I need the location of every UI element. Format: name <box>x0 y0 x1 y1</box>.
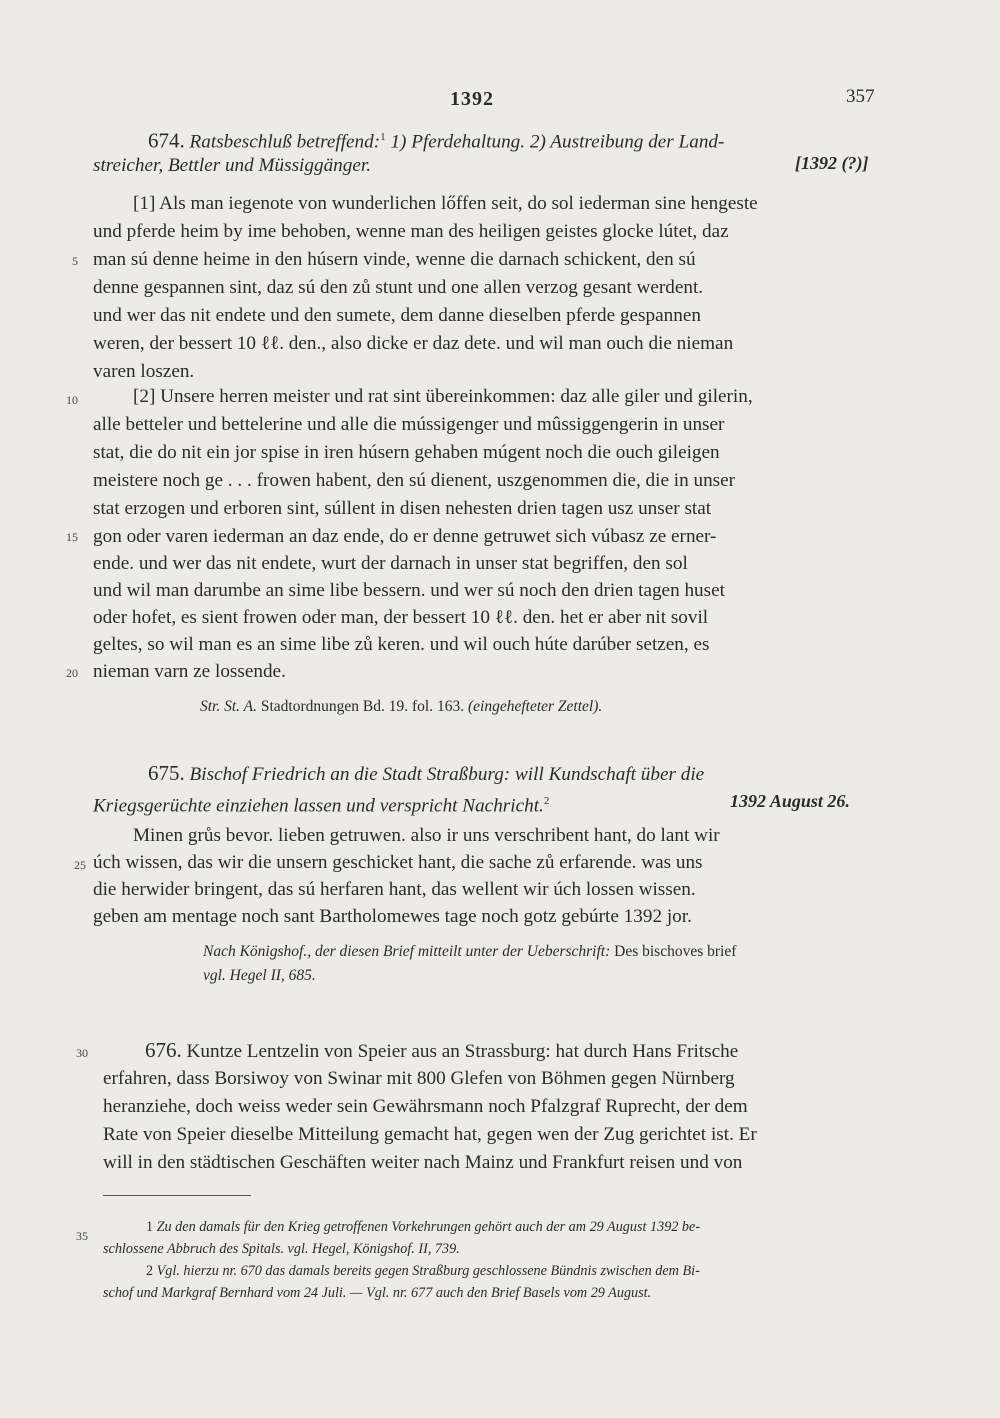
line-number: 25 <box>74 858 86 872</box>
footnote-text: Zu den damals für den Krieg getroffenen Vorkehrungen gehört auch der am 29 August 1392 be- <box>156 1219 701 1235</box>
text-line: varen loszen. <box>93 361 195 382</box>
text-line: stat erzogen und erboren sint, súllent in disen nehesten drien tagen usz unser stat <box>93 498 712 519</box>
entry-675-title-line-2 <box>93 788 549 819</box>
text-line: Rate von Speier dieselbe Mitteilung gemacht hat, gegen wen der Zug gerichtet ist. Er <box>103 1124 757 1145</box>
text-line: geben am mentage noch sant Bartholomewes tage noch gotz gebúrte 1392 jor. <box>93 906 692 927</box>
entry-676-line-1 <box>145 1037 738 1065</box>
text-line: erfahren, dass Borsiwoy von Swinar mit 800 Glefen von Böhmen gegen Nürnberg <box>103 1068 735 1089</box>
footnote-mark: 1 <box>146 1219 154 1235</box>
text-line: geltes, so wil man es an sime libe zů keren. und wil ouch húte darúber setzen, es <box>93 634 710 655</box>
entry-675-date: 1392 August 26. <box>730 791 850 811</box>
line-number: 20 <box>66 666 78 680</box>
source-note: (eingehefteter Zettel). <box>467 698 603 715</box>
line-number: 10 <box>66 393 78 407</box>
entry-title: Bischof Friedrich an die Stadt Straßburg: will Kundschaft über die <box>189 764 705 785</box>
footnote-divider <box>103 1195 251 1196</box>
source-quote: Des bischoves brief <box>614 943 737 960</box>
entry-number: 674. <box>148 128 185 153</box>
text-line: die herwider bringent, das sú herfaren hant, das wellent wir úch lossen wissen. <box>93 879 696 900</box>
entry-number: 676. <box>145 1038 182 1062</box>
line-number: 30 <box>76 1046 88 1060</box>
footnote-2-line-2: schof und Markgraf Bernhard vom 24 Juli. — Vgl. nr. 677 auch den Brief Basels vom 29 August. <box>103 1285 652 1301</box>
entry-title: Ratsbeschluß betreffend: <box>189 131 381 153</box>
text-line: man sú denne heime in den húsern vinde, wenne die darnach schickent, den sú <box>93 249 696 270</box>
text-line: ende. und wer das nit endete, wurt der darnach in unser stat begriffen, den sol <box>93 553 688 574</box>
source-reference: Stadtordnungen Bd. 19. fol. 163. <box>260 698 465 715</box>
text-line: stat, die do nit ein jor spise in iren húsern gehaben múgent noch die ouch gileigen <box>93 442 720 463</box>
text-line: úch wissen, das wir die unsern geschicket hant, die sache zů erfarende. was uns <box>93 852 703 873</box>
text-line: Minen grůs bevor. lieben getruwen. also ir uns verschribent hant, do lant wir <box>133 825 720 846</box>
entry-674-title-line-1 <box>148 124 724 155</box>
text-line: und wer das nit endete und den sumete, dem danne dieselben pferde gespannen <box>93 305 701 326</box>
text-line: Kuntze Lentzelin von Speier aus an Strassburg: hat durch Hans Fritsche <box>186 1041 739 1062</box>
entry-title-rest: Kriegsgerüchte einziehen lassen und verspricht Nachricht. <box>93 795 544 817</box>
entry-title-rest: 1) Pferdehaltung. 2) Austreibung der Land- <box>390 131 725 153</box>
text-line: und wil man darumbe an sime libe bessern. und wer sú noch den drien tagen huset <box>93 580 725 601</box>
text-line: weren, der bessert 10 ℓℓ. den., also dicke er daz dete. und wil man ouch die nieman <box>93 333 734 354</box>
text-line: [1] Als man iegenote von wunderlichen lőffen seit, do sol iederman sine hengeste <box>133 193 758 214</box>
text-line: will in den städtischen Geschäften weiter nach Mainz und Frankfurt reisen und von <box>103 1152 743 1173</box>
text-line: oder hofet, es sient frowen oder man, der bessert 10 ℓℓ. den. het er aber nit sovil <box>93 607 709 628</box>
entry-number: 675. <box>148 761 185 785</box>
running-header-year: 1392 <box>450 88 494 110</box>
footnote-mark: 2 <box>146 1263 154 1279</box>
page-number: 357 <box>846 86 875 107</box>
source-archive: Str. St. A. <box>200 698 257 715</box>
text-line: gon oder varen iederman an daz ende, do er denne getruwet sich vúbasz ze erner- <box>93 526 717 547</box>
text-line: und pferde heim by ime behoben, wenne man des heiligen geistes glocke lútet, daz <box>93 221 729 242</box>
footnote-2-line-1 <box>146 1263 700 1280</box>
footnote-1-line-1 <box>146 1219 700 1236</box>
footnote-ref: 1 <box>380 131 386 143</box>
line-number: 5 <box>72 254 78 268</box>
entry-674-date: [1392 (?)] <box>795 153 869 173</box>
line-number: 15 <box>66 530 78 544</box>
entry-674-title-line-2: streicher, Bettler und Müssiggänger. <box>93 155 372 176</box>
text-line: alle betteler und bettelerine und alle die mússigenger und mûssiggengerin in unser <box>93 414 725 435</box>
text-line: nieman varn ze lossende. <box>93 661 286 682</box>
entry-675-source-line-1 <box>203 943 736 961</box>
footnote-1-line-2: schlossene Abbruch des Spitals. vgl. Hegel, Königshof. II, 739. <box>103 1241 460 1257</box>
source-text: Nach Königshof., der diesen Brief mitteilt unter der Ueberschrift: <box>203 943 611 960</box>
text-line: heranziehe, doch weiss weder sein Gewährsmann noch Pfalzgraf Ruprecht, der dem <box>103 1096 748 1117</box>
text-line: meistere noch ge . . . frowen habent, den sú dienent, uszgenommen die, die in unser <box>93 470 736 491</box>
entry-674-source <box>200 698 602 716</box>
text-line: denne gespannen sint, daz sú den zů stunt und one allen verzog gesant werdent. <box>93 277 704 298</box>
footnote-text: Vgl. hierzu nr. 670 das damals bereits gegen Straßburg geschlossene Bündnis zwischen dem Bi- <box>156 1263 700 1279</box>
footnote-ref: 2 <box>543 795 550 807</box>
entry-675-title-line-1 <box>148 760 704 788</box>
entry-675-source-line-2: vgl. Hegel II, 685. <box>203 967 316 984</box>
text-line: [2] Unsere herren meister und rat sint übereinkommen: daz alle giler und gilerin, <box>133 386 753 407</box>
line-number: 35 <box>76 1229 88 1243</box>
